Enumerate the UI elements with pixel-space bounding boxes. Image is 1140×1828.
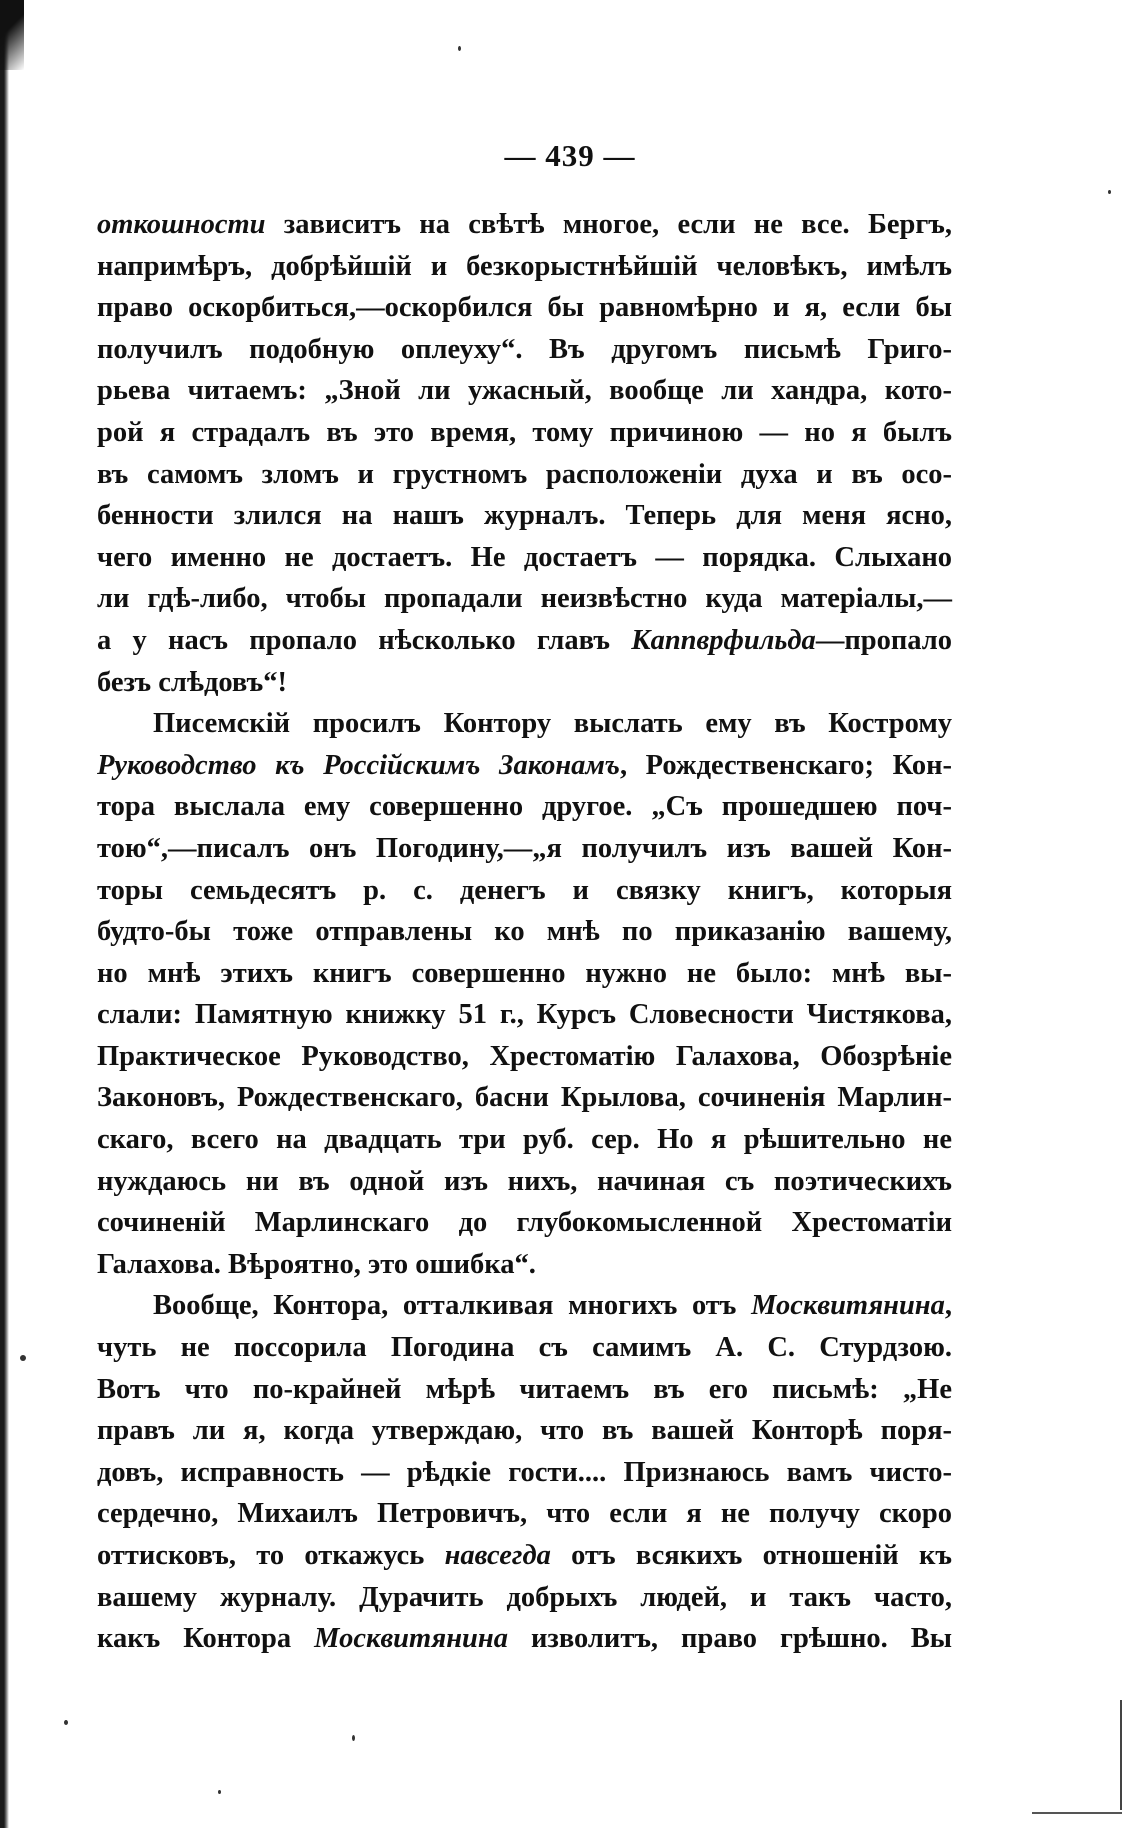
text-segment: рой я страдалъ въ это время, тому причиною — но я былъ — [97, 416, 952, 448]
text-segment: , — [944, 1290, 952, 1322]
text-segment: Галахова. Вѣроятно, это ошибка“. — [97, 1248, 536, 1280]
italic-text: Москвитянина — [751, 1290, 945, 1322]
dust-speck — [20, 1355, 26, 1361]
text-line — [97, 329, 952, 371]
text-segment: —пропало — [815, 624, 952, 656]
text-segment: сочиненій Марлинскаго до глубокомысленной Хрестоматіи — [97, 1207, 952, 1239]
dust-speck — [64, 1720, 68, 1725]
text-line — [97, 1452, 952, 1494]
text-segment: въ самомъ зломъ и грустномъ расположеніи духа и въ осо- — [97, 458, 952, 490]
text-segment: отъ всякихъ отношеній къ — [550, 1540, 952, 1571]
text-line — [97, 828, 952, 870]
italic-text: Каппврфильда — [631, 624, 816, 656]
text-segment: Законовъ, Рождественскаго, басни Крылова, сочиненія Марлин- — [97, 1082, 952, 1114]
text-line — [97, 1161, 952, 1203]
text-segment: зависитъ на свѣтѣ многое, если не все. Бергъ, — [265, 209, 952, 240]
text-segment: Вотъ что по-крайней мѣрѣ читаемъ въ его письмѣ: „Не — [97, 1373, 952, 1405]
text-line — [97, 703, 952, 745]
text-line — [97, 1327, 952, 1369]
text-segment: Практическое Руководство, Хрестоматію Галахова, Обозрѣніе — [97, 1040, 952, 1072]
text-segment: ли гдѣ-либо, чтобы пропадали неизвѣстно куда матеріалы,— — [97, 583, 952, 615]
text-segment: нуждаюсь ни въ одной изъ нихъ, начиная съ поэтическихъ — [97, 1165, 952, 1197]
text-segment: тора выслала ему совершенно другое. „Съ прошедшею поч- — [97, 791, 952, 823]
text-line — [97, 454, 952, 496]
text-line — [97, 1285, 952, 1327]
dust-speck — [1108, 190, 1111, 194]
text-line — [97, 1244, 952, 1286]
text-line — [97, 537, 952, 579]
text-line — [97, 578, 952, 620]
text-segment: , Рождественскаго; Кон- — [619, 749, 952, 781]
text-segment: Вообще, Контора, отталкивая многихъ отъ — [153, 1290, 752, 1322]
text-segment: получилъ подобную оплеуху“. Въ другомъ письмѣ Григо- — [97, 333, 952, 365]
text-segment: правъ ли я, когда утверждаю, что въ вашей Конторѣ поря- — [97, 1415, 952, 1447]
text-line — [97, 745, 952, 787]
text-segment: сердечно, Михаилъ Петровичъ, что если я не получу скоро — [97, 1498, 952, 1530]
text-line — [97, 204, 952, 246]
text-line — [97, 1036, 952, 1078]
italic-text: откошности — [97, 209, 266, 240]
text-segment: вашему журналу. Дурачить добрыхъ людей, и такъ часто, — [97, 1581, 952, 1613]
text-line — [97, 1410, 952, 1452]
text-segment: Писемскій просилъ Контору выслать ему въ Кострому — [153, 708, 952, 740]
text-segment: какъ Контора — [97, 1623, 315, 1655]
italic-text: Руководство къ Россійскимъ Законамъ — [97, 749, 620, 781]
text-line — [97, 786, 952, 828]
text-line — [97, 1535, 952, 1577]
text-line — [97, 370, 952, 412]
text-segment: но мнѣ этихъ книгъ совершенно нужно не было: мнѣ вы- — [97, 957, 952, 989]
italic-text: Москвитянина — [314, 1623, 508, 1655]
page-right-edge-mark — [1120, 1700, 1122, 1810]
text-segment: безъ слѣдовъ“! — [97, 666, 287, 698]
text-line — [97, 620, 952, 662]
text-line — [97, 953, 952, 995]
text-line — [97, 1618, 952, 1660]
dust-speck — [352, 1735, 355, 1741]
text-line — [97, 870, 952, 912]
text-segment: довъ, исправность — рѣдкіе гости.... Признаюсь вамъ чисто- — [97, 1456, 952, 1488]
text-line — [97, 246, 952, 288]
page-bottom-mark — [1032, 1812, 1122, 1814]
page-corner-shadow — [0, 0, 24, 70]
text-segment: слали: Памятную книжку 51 г., Курсъ Словесности Чистякова, — [97, 999, 952, 1031]
text-line — [97, 911, 952, 953]
text-line — [97, 1119, 952, 1161]
text-segment: тою“,—писалъ онъ Погодину,—„я получилъ изъ вашей Кон- — [97, 832, 952, 864]
body-text — [97, 204, 952, 1660]
text-line — [97, 662, 952, 704]
text-segment: напримѣръ, добрѣйшій и безкорыстнѣйшій человѣкъ, имѣлъ — [97, 250, 952, 282]
text-line — [97, 287, 952, 329]
text-segment: торы семьдесятъ р. с. денегъ и связку книгъ, которыя — [97, 874, 952, 906]
text-line — [97, 1369, 952, 1411]
page-left-edge — [0, 0, 9, 1828]
text-segment: рьева читаемъ: „Зной ли ужасный, вообще ли хандра, кото- — [97, 375, 952, 407]
text-segment: право оскорбиться,—оскорбился бы равномѣрно и я, если бы — [97, 292, 952, 324]
page-number: — 439 — — [504, 138, 636, 173]
text-line — [97, 412, 952, 454]
text-segment: а у насъ пропало нѣсколько главъ — [97, 624, 632, 656]
text-line — [97, 1077, 952, 1119]
text-line — [97, 1577, 952, 1619]
text-segment: бенности злился на нашъ журналъ. Теперь для меня ясно, — [97, 500, 952, 532]
text-line — [97, 1202, 952, 1244]
text-segment: оттисковъ, то откажусь — [97, 1540, 445, 1571]
text-segment: скаго, всего на двадцать три руб. сер. Но я рѣшительно не — [97, 1124, 952, 1156]
italic-text: навсегда — [444, 1540, 551, 1571]
text-segment: изволитъ, право грѣшно. Вы — [507, 1623, 953, 1655]
text-line — [97, 994, 952, 1036]
dust-speck — [458, 46, 461, 51]
text-line — [97, 1493, 952, 1535]
dust-speck — [218, 1790, 221, 1794]
text-segment: чего именно не достаетъ. Не достаетъ — порядка. Слыхано — [97, 541, 952, 573]
text-segment: чуть не поссорила Погодина съ самимъ А. С. Стурдзою. — [97, 1332, 952, 1364]
text-segment: будто-бы тоже отправлены ко мнѣ по приказанію вашему, — [97, 916, 952, 948]
text-line — [97, 495, 952, 537]
